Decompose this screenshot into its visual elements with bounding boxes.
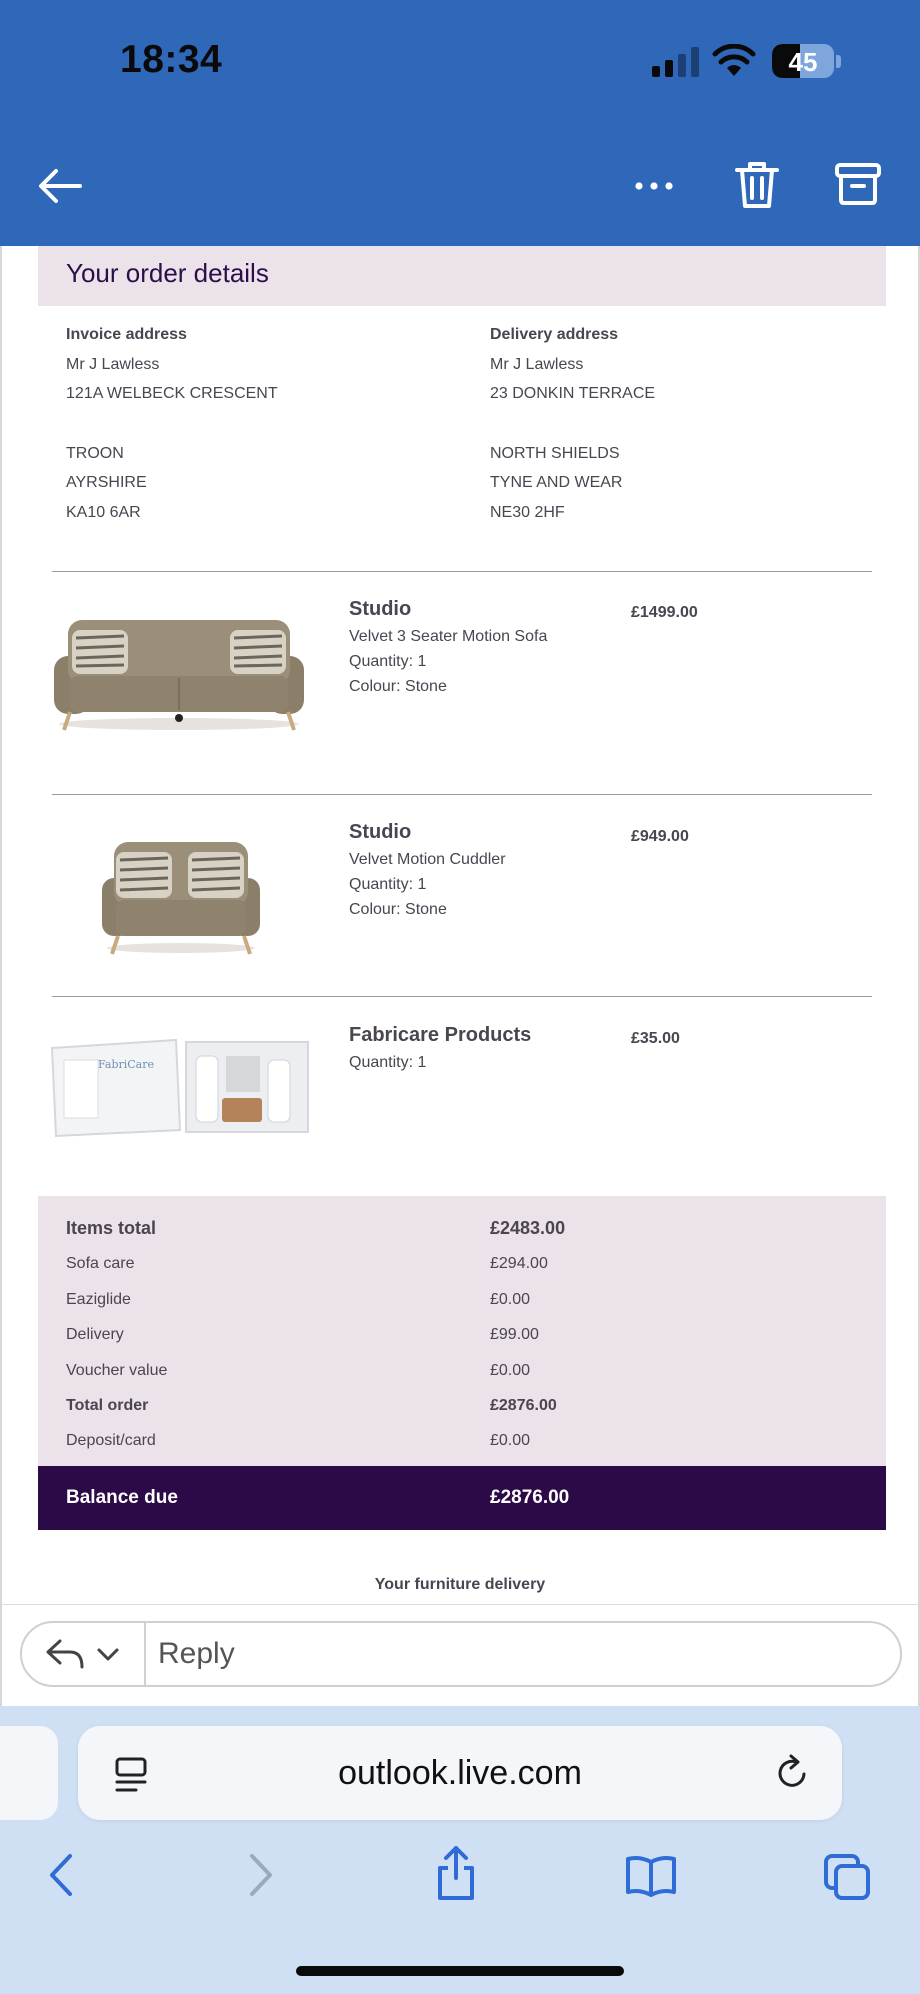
delivery-value: £99.00	[490, 1326, 539, 1343]
reply-placeholder[interactable]: Reply	[158, 1637, 235, 1670]
chevron-down-icon[interactable]	[96, 1647, 120, 1663]
battery-percent: 45	[788, 47, 818, 77]
product-colour: Colour: Stone	[349, 678, 447, 695]
sofa-product-image[interactable]	[46, 606, 312, 736]
product-colour: Colour: Stone	[349, 901, 447, 918]
balance-due-value: £2876.00	[490, 1487, 570, 1508]
browser-bottom-bar	[0, 1706, 920, 1994]
sofa-care-value: £294.00	[490, 1255, 548, 1272]
trash-icon[interactable]	[734, 160, 780, 210]
arrow-left-icon[interactable]	[36, 164, 86, 208]
order-totals-panel	[38, 1196, 886, 1466]
product-price: £1499.00	[631, 604, 698, 621]
reply-icon[interactable]	[44, 1637, 86, 1671]
product-quantity: Quantity: 1	[349, 1054, 427, 1071]
sofa-care-label: Sofa care	[66, 1255, 135, 1272]
previous-tab-preview[interactable]	[0, 1726, 58, 1820]
reply-bar	[0, 1604, 920, 1706]
battery-icon	[772, 44, 834, 78]
delivery-county: TYNE AND WEAR	[490, 474, 623, 491]
address-bar[interactable]	[78, 1726, 842, 1820]
kit-brand-text: FabriCare	[98, 1058, 155, 1071]
eaziglide-label: Eaziglide	[66, 1291, 131, 1308]
reply-divider	[144, 1623, 146, 1685]
deposit-value: £0.00	[490, 1432, 531, 1449]
product-description: Velvet Motion Cuddler	[349, 851, 506, 868]
furniture-delivery-heading: Your furniture delivery	[374, 1576, 546, 1593]
share-icon[interactable]	[434, 1844, 478, 1902]
cellular-signal-icon	[652, 47, 700, 77]
delivery-street: 23 DONKIN TERRACE	[490, 385, 656, 402]
tabs-icon[interactable]	[822, 1852, 872, 1902]
reload-icon[interactable]	[774, 1752, 812, 1794]
deposit-label: Deposit/card	[66, 1432, 156, 1449]
invoice-postcode: KA10 6AR	[66, 504, 141, 521]
url-text[interactable]: outlook.live.com	[338, 1754, 582, 1792]
product-name[interactable]: Fabricare Products	[349, 1024, 532, 1046]
product-description: Velvet 3 Seater Motion Sofa	[349, 628, 548, 645]
delivery-label: Delivery	[66, 1326, 124, 1343]
items-total-label: Items total	[66, 1218, 157, 1238]
battery-tip	[836, 55, 841, 68]
ellipsis-icon[interactable]	[632, 176, 676, 196]
delivery-town: NORTH SHIELDS	[490, 445, 620, 462]
balance-due-label: Balance due	[66, 1487, 178, 1508]
invoice-town: TROON	[66, 445, 124, 462]
forward-icon[interactable]	[244, 1852, 278, 1898]
fabricare-kit-image[interactable]	[46, 1026, 316, 1146]
delivery-address-label: Delivery address	[490, 326, 619, 343]
product-price: £949.00	[631, 828, 689, 845]
total-order-label: Total order	[66, 1397, 149, 1414]
divider	[52, 996, 872, 997]
bookmarks-icon[interactable]	[624, 1854, 678, 1898]
invoice-street: 121A WELBECK CRESCENT	[66, 385, 278, 402]
product-quantity: Quantity: 1	[349, 653, 427, 670]
reply-field[interactable]	[20, 1621, 902, 1687]
order-details-header	[38, 246, 886, 306]
order-details-title: Your order details	[66, 258, 269, 288]
back-icon[interactable]	[44, 1852, 78, 1898]
mail-header	[0, 0, 920, 246]
divider	[52, 571, 872, 572]
product-quantity: Quantity: 1	[349, 876, 427, 893]
balance-due-bar	[38, 1466, 886, 1530]
product-price: £35.00	[631, 1030, 680, 1047]
items-total-value: £2483.00	[490, 1218, 566, 1238]
email-body[interactable]	[0, 246, 920, 1604]
cuddler-product-image[interactable]	[96, 830, 266, 960]
eaziglide-value: £0.00	[490, 1291, 531, 1308]
delivery-postcode: NE30 2HF	[490, 504, 565, 521]
archive-icon[interactable]	[834, 162, 882, 206]
product-name[interactable]: Studio	[349, 821, 412, 843]
invoice-name: Mr J Lawless	[66, 356, 160, 373]
divider	[52, 794, 872, 795]
voucher-label: Voucher value	[66, 1362, 168, 1379]
total-order-value: £2876.00	[490, 1397, 557, 1414]
product-name[interactable]: Studio	[349, 598, 412, 620]
voucher-value: £0.00	[490, 1362, 531, 1379]
delivery-name: Mr J Lawless	[490, 356, 584, 373]
status-time: 18:34	[120, 38, 223, 81]
invoice-address-label: Invoice address	[66, 326, 187, 343]
home-indicator	[296, 1966, 624, 1976]
wifi-icon	[712, 44, 756, 78]
invoice-county: AYRSHIRE	[66, 474, 147, 491]
